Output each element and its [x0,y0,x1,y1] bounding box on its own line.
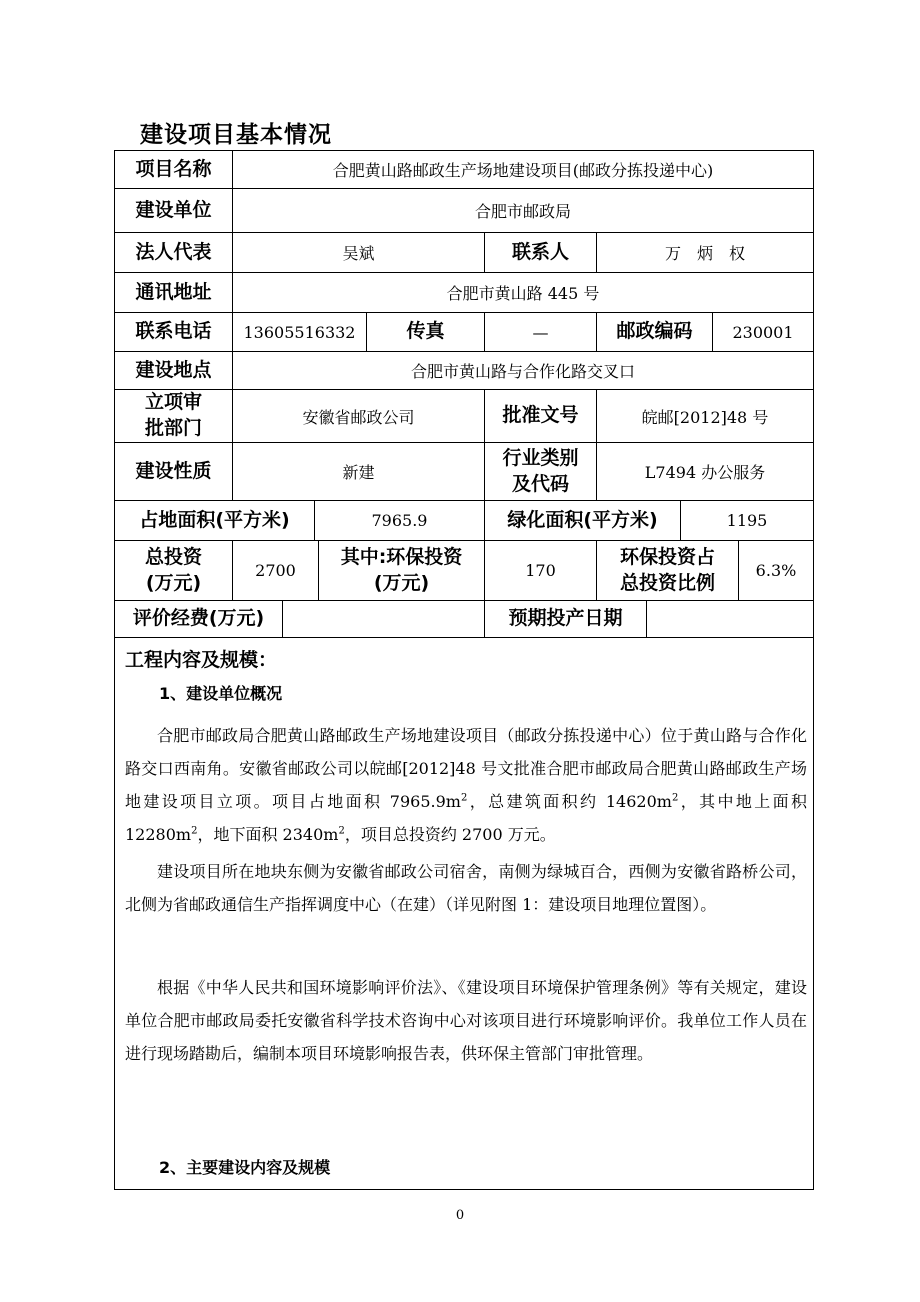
green-area-label: 绿化面积(平方米) [485,501,681,541]
legal-rep-value: 吴斌 [233,233,485,273]
phone-value: 13605516332 [233,313,367,352]
subheading-2: 2、主要建设内容及规模 [159,1158,331,1177]
env-invest-value: 170 [485,541,597,601]
env-ratio-label: 环保投资占总投资比例 [597,541,739,601]
prod-date-value [647,601,813,638]
contact-label: 联系人 [485,233,597,273]
industry-value: L7494 办公服务 [597,443,813,501]
address-value: 合肥市黄山路 445 号 [233,273,813,313]
land-area-label: 占地面积(平方米) [115,501,315,541]
project-info-table [114,150,814,1190]
approval-dept-value: 安徽省邮政公司 [233,390,485,443]
fax-value: — [485,313,597,352]
nature-value: 新建 [233,443,485,501]
total-invest-value: 2700 [233,541,319,601]
env-invest-label: 其中:环保投资(万元) [319,541,485,601]
green-area-value: 1195 [681,501,813,541]
approval-no-value: 皖邮[2012]48 号 [597,390,813,443]
industry-label: 行业类别及代码 [485,443,597,501]
prod-date-label: 预期投产日期 [485,601,647,638]
subheading-1: 1、建设单位概况 [159,684,283,703]
builder-value: 合肥市邮政局 [233,189,813,233]
fax-label: 传真 [367,313,485,352]
phone-label: 联系电话 [115,313,233,352]
site-label: 建设地点 [115,352,233,390]
postcode-value: 230001 [713,313,813,352]
page-number: 0 [455,1208,465,1223]
approval-dept-label: 立项审批部门 [115,390,233,443]
builder-label: 建设单位 [115,189,233,233]
env-ratio-value: 6.3% [739,541,813,601]
total-invest-label: 总投资(万元) [115,541,233,601]
address-label: 通讯地址 [115,273,233,313]
legal-rep-label: 法人代表 [115,233,233,273]
page-title: 建设项目基本情况 [140,122,332,148]
site-value: 合肥市黄山路与合作化路交叉口 [233,352,813,390]
paragraph-1: 合肥市邮政局合肥黄山路邮政生产场地建设项目（邮政分拣投递中心）位于黄山路与合作化路交口西南角。安徽省邮政公司以皖邮[2012]48 号文批准合肥市邮政局合肥黄山路邮政生产场地建设项目立项。项目占地面积 $7965.9m^2$，总建筑面积约 $14620m^2$，其中地上面积 $12280m^2$，地下面积 $2340m^2$，项目总投资约 2700 万元。 [125,726,807,844]
land-area-value: 7965.9 [315,501,485,541]
eval-fee-value [283,601,485,638]
paragraph-2: 建设项目所在地块东侧为安徽省邮政公司宿舍，南侧为绿城百合，西侧为安徽省路桥公司，北侧为省邮政通信生产指挥调度中心（在建）（详见附图 1：建设项目地理位置图）。 [125,862,807,914]
content-heading: 工程内容及规模： [125,649,278,671]
postcode-label: 邮政编码 [597,313,713,352]
project-name-label: 项目名称 [115,151,233,189]
nature-label: 建设性质 [115,443,233,501]
project-name-value: 合肥黄山路邮政生产场地建设项目(邮政分拣投递中心) [233,151,813,189]
approval-no-label: 批准文号 [485,390,597,443]
eval-fee-label: 评价经费(万元) [115,601,283,638]
contact-value: 万 炳 权 [597,233,813,273]
paragraph-3: 根据《中华人民共和国环境影响评价法》、《建设项目环境保护管理条例》等有关规定，建设单位合肥市邮政局委托安徽省科学技术咨询中心对该项目进行环境影响评价。我单位工作人员在进行现场踏勘后，编制本项目环境影响报告表，供环保主管部门审批管理。 [125,978,807,1063]
